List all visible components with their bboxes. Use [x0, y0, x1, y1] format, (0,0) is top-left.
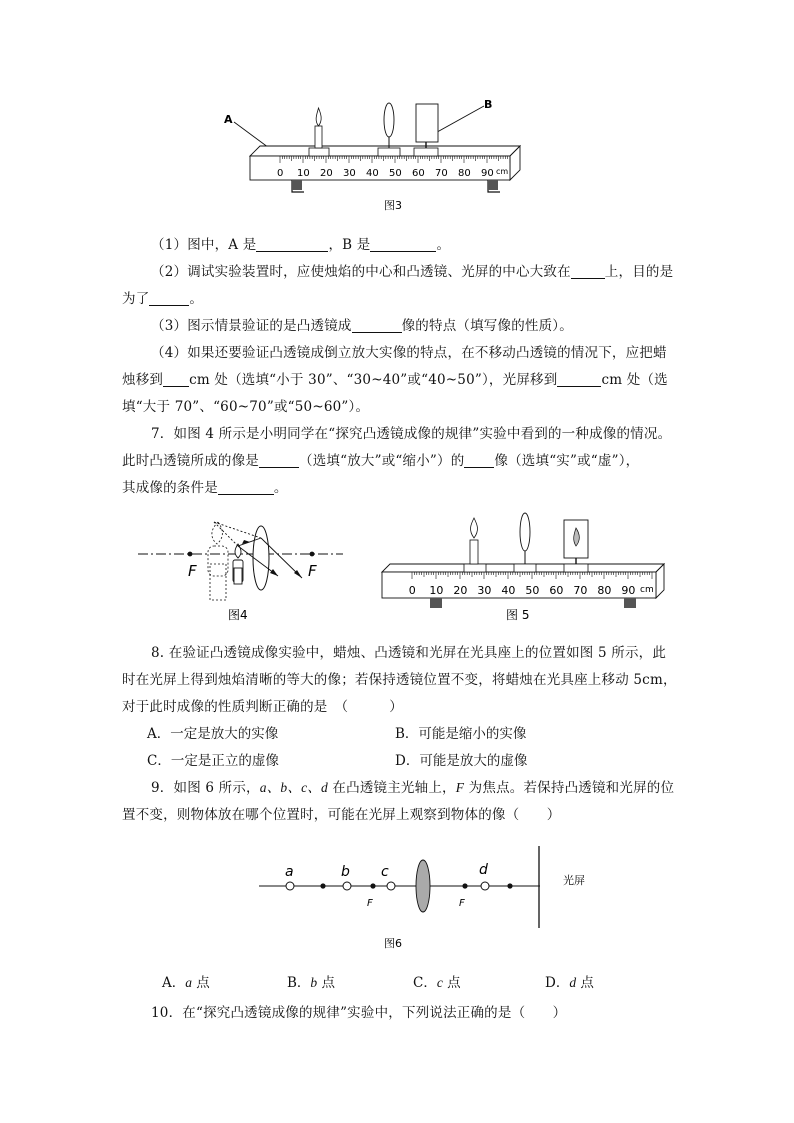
q8-text-3: 对于此时成像的性质判断正确的是 （ ）: [122, 699, 403, 715]
q7-blank-kind[interactable]: [464, 453, 494, 468]
q7-line1: [151, 422, 671, 442]
fig3-candle: [309, 108, 329, 156]
scale-tick-label: 20: [453, 584, 468, 597]
q6-p4-text-d: cm 处（选: [601, 372, 668, 388]
q7-line2: [122, 449, 639, 469]
q10-text-1: 10．在“探究凸透镜成像的规律”实验中，下列说法正确的是（ ）: [151, 1005, 567, 1021]
scale-tick-label: 30: [343, 168, 356, 179]
scale-tick-label: 40: [366, 168, 379, 179]
scale-tick-label: 10: [297, 168, 310, 179]
q6-p4-text-a: （4）如果还要验证凸透镜成倒立放大实像的特点，在不移动凸透镜的情况下，应把蜡: [151, 345, 667, 361]
fig4-focus-left-dot: [188, 552, 193, 557]
q9-text-1e: 为焦点。若保持凸透镜和光屏的位: [464, 780, 675, 796]
scale-tick-label: 60: [412, 168, 425, 179]
q9-text-1a: 9．如图 6 所示，: [151, 780, 260, 796]
q9-line2: [122, 803, 560, 823]
q9-text-2: 置不变，则物体放在哪个位置时，可能在光屏上观察到物体的像（ ）: [122, 807, 561, 823]
scale-tick-label: 50: [389, 168, 402, 179]
fig3-convex-lens: [378, 103, 400, 156]
q6-blank-image-type[interactable]: [352, 318, 402, 333]
q6-p4-text-b: 烛移到: [122, 372, 164, 388]
q8-option-a[interactable]: A．一定是放大的实像: [147, 726, 279, 742]
q6-blank-b[interactable]: [370, 237, 436, 252]
fig6-point-2f-left: [320, 883, 325, 888]
q6-part2-line1: [151, 260, 673, 280]
fig4-arrow-2: [270, 569, 278, 576]
scale-tick-label: 70: [573, 584, 588, 597]
fig4-convex-lens: [253, 526, 269, 590]
scale-unit-label: cm: [496, 167, 509, 176]
scale-tick-label: 60: [549, 584, 564, 597]
q7-text-1: 7．如图 4 所示是小明同学在“探究凸透镜成像的规律”实验中看到的一种成像的情况。: [151, 426, 672, 442]
q7-blank-size[interactable]: [259, 453, 299, 468]
fig6-label-d: d: [479, 862, 488, 878]
fig5-candle: [464, 518, 486, 572]
q6-part4-line1: [151, 341, 667, 361]
fig4-focus-right-dot: [310, 552, 315, 557]
q6-p3-text-b: 像的特点（填写像的性质）。: [401, 318, 573, 334]
q9-text-1c: 在凸透镜主光轴上，: [327, 780, 456, 796]
q8-line2: [122, 668, 677, 688]
q6-part3: [151, 314, 573, 334]
scale-tick-label: 20: [320, 168, 333, 179]
fig4-focus-left-label: F: [188, 562, 197, 580]
fig6-focus-left: [370, 883, 375, 888]
q10-line1: [151, 1001, 566, 1021]
fig5-leg-left: [430, 598, 442, 608]
fig6-point-b: [343, 882, 351, 890]
q8-text-2: 时在光屏上得到烛焰清晰的等大的像；若保持透镜位置不变，将蜡烛在光具座上移动 5cm，: [122, 672, 677, 688]
fig4-candle: [233, 544, 243, 584]
fig6-caption: 图6: [384, 937, 402, 950]
q6-part4-line3: [122, 395, 369, 415]
q6-p2-text-c: 为了: [122, 291, 150, 307]
q6-part2-line2: [122, 287, 203, 307]
fig6-point-d: [481, 882, 489, 890]
q6-p4-text-c: cm 处（选填“小于 30”、“30~40”或“40~50”），光屏移到: [189, 372, 558, 388]
q6-blank-candle-pos[interactable]: [163, 372, 189, 387]
fig6-label-b: b: [341, 864, 350, 880]
q7-text-2c: 像（选填“实”或“虚”），: [494, 453, 640, 469]
fig6-point-a: [286, 882, 294, 890]
figure-6-principal-axis: [255, 840, 615, 955]
q9-option-c[interactable]: C．c 点: [413, 975, 461, 991]
q6-blank-axis[interactable]: [571, 264, 605, 279]
q9-line1: [151, 776, 674, 796]
q6-p4-text-e: 填“大于 70”、“60~70”或“50~60”）。: [122, 399, 370, 415]
fig5-light-screen: [564, 520, 588, 572]
q6-blank-purpose[interactable]: [149, 291, 189, 306]
fig6-label-f1: F: [367, 898, 373, 909]
fig6-point-2f-right: [507, 883, 512, 888]
q6-p1-text-a: （1）图中，A 是: [151, 237, 257, 253]
q9-text-1b: a、b、c、d: [259, 780, 328, 795]
scale-unit-label: cm: [640, 585, 654, 595]
scale-tick-label: 0: [277, 168, 284, 179]
q6-p1-text-c: 。: [436, 237, 451, 253]
q7-blank-condition[interactable]: [218, 480, 274, 495]
fig3-bench-front: [250, 156, 510, 180]
fig5-caption: 图 5: [506, 608, 530, 622]
fig5-leg-right: [624, 598, 636, 608]
q8-line3: [122, 695, 403, 715]
q7-text-3a: 其成像的条件是: [122, 480, 218, 496]
q8-line1: [151, 641, 666, 661]
fig4-caption: 图4: [228, 608, 248, 622]
fig6-screen-label: 光屏: [563, 874, 585, 887]
fig4-virtual-candle: [208, 522, 228, 600]
scale-tick-label: 0: [408, 584, 416, 597]
fig5-convex-lens: [514, 513, 536, 572]
fig3-light-screen: [414, 104, 438, 156]
scale-tick-label: 40: [501, 584, 516, 597]
q6-blank-a[interactable]: [256, 237, 328, 252]
q8-text-1: 8. 在验证凸透镜成像实验中，蜡烛、凸透镜和光屏在光具座上的位置如图 5 所示，此: [151, 645, 667, 661]
fig6-point-c: [387, 882, 395, 890]
q6-part4-line2: [122, 368, 668, 388]
q9-option-a[interactable]: A．a 点: [162, 975, 210, 991]
scale-tick-label: 90: [481, 168, 494, 179]
q6-p2-text-a: （2）调试实验装置时，应使烛焰的中心和凸透镜、光屏的中心大致在: [151, 264, 571, 280]
q6-p1-text-b: ，B 是: [328, 237, 371, 253]
fig4-focus-right-label: F: [308, 562, 317, 580]
q7-text-2b: （选填“放大”或“缩小”）的: [299, 453, 465, 469]
q7-text-3b: 。: [273, 480, 288, 496]
fig5-bench-front: [382, 572, 656, 598]
fig3-caption: 图3: [384, 199, 402, 212]
q9-option-b[interactable]: B．b 点: [287, 975, 335, 991]
figure-4-virtual-image: [138, 516, 350, 626]
scale-tick-label: 80: [597, 584, 612, 597]
scale-tick-label: 70: [435, 168, 448, 179]
q8-option-d[interactable]: D．可能是放大的虚像: [395, 753, 528, 769]
scale-tick-label: 80: [458, 168, 471, 179]
q6-p2-text-b: 上，目的是: [604, 264, 674, 280]
fig3-label-a: A: [224, 113, 233, 126]
scale-tick-label: 30: [477, 584, 492, 597]
q6-blank-screen-pos[interactable]: [557, 372, 601, 387]
q9-text-1d: F: [455, 780, 465, 795]
fig3-label-b: B: [484, 98, 493, 111]
figure-3-optical-bench: [220, 92, 530, 212]
q6-part1: [151, 233, 450, 253]
scale-tick-label: 50: [525, 584, 540, 597]
fig6-label-f2: F: [459, 898, 465, 909]
fig6-label-c: c: [381, 864, 389, 880]
q6-p3-text-a: （3）图示情景验证的是凸透镜成: [151, 318, 352, 334]
q8-option-c[interactable]: C．一定是正立的虚像: [147, 753, 279, 769]
scale-tick-label: 90: [621, 584, 636, 597]
q9-option-d[interactable]: D．d 点: [545, 975, 594, 991]
q8-option-b[interactable]: B．可能是缩小的实像: [395, 726, 527, 742]
q7-text-2a: 此时凸透镜所成的像是: [122, 453, 259, 469]
fig6-label-a: a: [285, 864, 294, 880]
fig6-convex-lens: [416, 860, 430, 912]
figure-5-optical-bench: [378, 508, 668, 628]
q7-line3: [122, 476, 288, 496]
fig6-focus-right: [462, 883, 467, 888]
scale-tick-label: 10: [429, 584, 444, 597]
q6-p2-text-d: 。: [189, 291, 204, 307]
